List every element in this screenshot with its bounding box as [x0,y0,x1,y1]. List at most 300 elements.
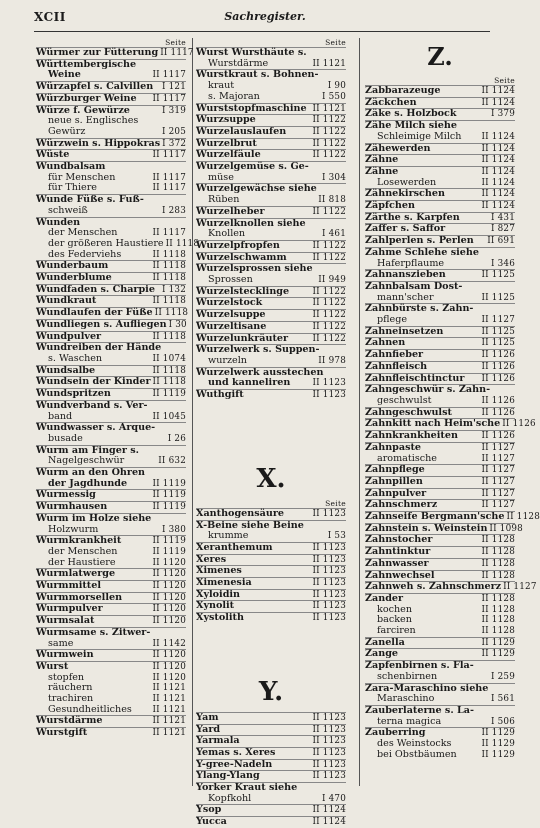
entry-term: same [48,637,74,649]
entry-page [513,248,515,259]
entry-term: Wurzelstock [196,297,263,309]
entry-term: Zauberlaterne s. La- [365,704,474,716]
entry-page: II 1119 [152,490,186,501]
entry-page: II 1142 [152,638,186,649]
entry-page: II 1121 [312,103,346,114]
entry-term: für Menschen [48,171,116,183]
entry-page: II 1117 [152,228,186,239]
entry-term: Yorker Kraut siehe [196,782,298,794]
index-entry [365,396,515,407]
entry-page [344,184,346,195]
entry-term: müse [208,171,234,183]
index-entry [365,717,515,728]
index-entry [36,161,186,173]
entry-page: II 1126 [481,431,515,442]
entry-term: Xystolith [196,612,244,624]
entry-term: mann'scher [377,291,434,303]
entry-page: II 1122 [312,240,346,251]
index-entry [36,501,186,513]
entry-page: II 1123 [312,378,346,389]
entry-page: II 1117 [152,93,186,104]
entry-term: der Menschen [48,227,118,239]
entry-page: II 1123 [312,724,346,735]
entry-term: Wundwasser s. Arque- [36,422,156,434]
entry-term: der größeren Haustiere [48,237,164,249]
entry-page: II 1119 [152,546,186,557]
entry-term: Xeres [196,553,227,565]
entry-page: II 1128 [481,547,515,558]
index-entry [365,570,515,582]
index-entry [365,581,537,593]
entry-term: Zahngeschwür s. Zahn- [365,384,491,396]
entry-page: II 1127 [481,465,515,476]
entry-term: Zahnwechsel [365,569,435,581]
entry-page: I 827 [490,224,515,235]
entry-page: II 1045 [152,411,186,422]
entry-term: Schleimige Milch [377,130,462,142]
entry-term: Zahngeschwulst [365,406,452,418]
index-entry [36,513,186,525]
entry-page: II 1119 [152,478,186,489]
entry-term: Wuthgift [196,389,244,401]
index-entry [365,200,515,212]
index-entry [365,442,515,454]
entry-term: Zahme Schlehe siehe [365,246,479,258]
entry-term: Kopfkohl [208,792,252,804]
entry-page: II 1118 [152,249,186,260]
index-entry [365,750,515,761]
seite-label: Seite [165,38,186,47]
entry-term: aromatische [377,452,437,464]
entry-term: busade [48,432,83,444]
index-entry [196,747,346,759]
entry-page: II 1120 [152,616,186,627]
entry-term: Wurzsuppe [196,114,256,126]
index-entry [365,132,515,143]
index-entry [365,672,515,683]
entry-page: II 1127 [481,315,515,326]
entry-page: I 90 [327,81,346,92]
index-entry [196,804,346,816]
entry-term: wurzeln [208,354,247,366]
entry-page: II 1119 [152,502,186,513]
entry-page: II 1128 [481,535,515,546]
index-entry [365,188,515,200]
entry-page: I 283 [161,205,186,216]
entry-page: II 1098 [489,523,523,534]
index-entry [36,388,186,400]
index-entry [365,430,515,442]
entry-term: Wurstkraut s. Bohnen- [196,69,319,81]
entry-page: II 1128 [481,558,515,569]
index-entry [365,499,515,511]
entry-page: I 506 [490,716,515,727]
index-entry [196,206,346,218]
entry-term: Zaffer s. Saffor [365,223,446,235]
entry-page: II 1129 [481,739,515,750]
entry-page: II 1122 [312,126,346,137]
entry-page: II 1128 [481,570,515,581]
index-entry [196,770,346,782]
entry-page: II 949 [318,275,346,286]
entry-term: Yarmala [196,735,240,747]
entry-page: II 1124 [481,201,515,212]
entry-page: II 1118 [154,308,189,319]
index-entry [196,195,346,206]
index-entry [365,337,515,349]
entry-page [513,661,515,672]
index-entry [365,694,515,705]
entry-page [184,343,186,354]
entry-term: Würmer zur Fütterung [36,47,159,58]
index-entry [365,488,515,500]
entry-term: Würzburger Weine [36,92,137,104]
index-column-2 [196,38,346,828]
index-entry [365,454,515,465]
index-entry [36,183,186,194]
entry-term: Würzwein s. Hippokras [36,137,161,149]
entry-page: II 1119 [152,389,186,400]
entry-term: Zahneinsetzen [365,325,444,337]
entry-page [513,684,515,695]
entry-term: Wundverband s. Ver- [36,399,148,411]
entry-page: II 1124 [481,86,515,96]
index-entry [365,373,515,385]
index-entry [36,149,186,161]
entry-page: II 1120 [152,672,186,683]
entry-page: II 1117 [152,70,186,81]
index-entry [365,349,515,361]
entry-term: neue s. Englisches [48,115,139,127]
entry-term: Wundliegen s. Aufliegen [36,318,167,330]
index-entry [196,297,346,309]
entry-page: II 1128 [506,512,540,523]
index-entry [365,85,515,97]
entry-page: II 1125 [481,338,515,349]
index-entry [365,235,515,247]
entry-page: II 1123 [312,712,346,723]
entry-term: Wunde Füße s. Fuß- [36,194,144,206]
index-entry [196,600,346,612]
seite-label: Seite [325,38,346,47]
entry-term: Yam [196,711,219,723]
entry-term: Würze f. Gewürze [36,104,130,116]
entry-page: II 1124 [481,97,515,108]
entry-page: II 1117 [152,183,186,194]
entry-term: Maraschino [377,693,435,705]
entry-term: Xynolit [196,600,235,612]
entry-term: band [48,410,73,422]
index-entry [36,467,186,479]
page-number: XCII [34,10,66,24]
index-entry [36,250,186,261]
index-entry [36,715,186,727]
entry-page: I 26 [167,433,186,444]
entry-term: Württembergische [36,58,137,70]
index-entry [365,281,515,293]
entry-page: II 1125 [481,326,515,337]
entry-page [184,218,186,229]
index-entry [365,166,515,178]
index-entry [365,534,515,546]
entry-page: I 431 [490,212,515,223]
entry-page: II 818 [318,195,346,206]
entry-page: II 1128 [481,593,515,604]
index-entry [196,735,346,747]
entry-term: Wunderblume [36,272,112,284]
entry-term: Zara-Maraschino siehe [365,682,489,694]
entry-term: Wurzelschwamm [196,251,287,263]
index-entry [36,568,186,580]
index-entry [196,724,346,736]
index-entry [365,705,515,717]
entry-term: Zahnstein s. Weinstein [365,522,488,534]
entry-page [184,116,186,127]
entry-page: II 1123 [312,508,346,519]
index-entry [36,639,186,650]
entry-term: Wurzelbrut [196,137,257,149]
entry-page [184,423,186,434]
index-entry [365,326,515,338]
entry-page: II 1118 [152,331,186,342]
index-entry [365,418,536,430]
entry-term: Zahnkitt nach Heim'sche [365,418,501,430]
entry-term: räuchern [48,682,93,694]
index-entry [365,154,515,166]
index-entry [36,127,186,138]
index-entry [365,143,515,155]
entry-term: Nagelgeschwür [48,455,125,467]
entry-term: Zahnseife Bergmann'sche [365,511,505,523]
index-entry [196,759,346,771]
entry-page: II 1128 [481,604,515,615]
index-entry [365,637,515,649]
entry-page: II 1124 [481,189,515,200]
entry-term: X-Beine siehe Beine [196,519,304,531]
entry-page: II 1122 [312,298,346,309]
entry-term: für Thiere [48,182,97,194]
index-entry [196,589,346,601]
entry-page: II 1121 [152,728,186,739]
section-letter: X. [256,463,286,494]
index-entry [36,580,186,592]
entry-page: II 1129 [481,649,515,660]
entry-term: Wurmmorsellen [36,591,123,603]
entry-page: II 1126 [481,373,515,384]
entry-term: Wurmmittel [36,580,101,592]
entry-term: Zäke s. Holzbock [365,108,457,120]
entry-term: Wurmhausen [36,501,108,513]
entry-page: I 259 [490,671,515,682]
entry-page [184,401,186,412]
entry-term: Wurzeltisane [196,320,267,332]
entry-page: II 1121 [152,683,186,694]
index-entry [36,412,186,423]
index-entry [36,47,194,59]
entry-term: geschwulst [377,394,432,406]
entry-term: krumme [208,530,249,542]
index-entry [196,161,346,173]
entry-term: Zander [365,592,404,604]
entry-term: Yucca [196,816,227,828]
index-entry [365,178,515,189]
entry-page: II 1123 [312,554,346,565]
entry-term: Zahnweh s. Zahnschmerz [365,581,502,593]
index-entry [36,319,186,331]
entry-term: Wundlaufen der Füße [36,307,153,319]
entry-term: Wurm am Finger s. [36,444,139,456]
entry-page: II 1121 [152,694,186,705]
entry-page: I 304 [321,172,346,183]
index-entry [196,126,346,138]
entry-page: II 1123 [312,589,346,600]
index-column-1 [36,38,200,739]
index-entry [36,260,186,272]
entry-page: II 1125 [481,292,515,303]
index-entry [196,59,346,70]
entry-page: II 1123 [312,566,346,577]
entry-term: Wurzelpfropfen [196,239,280,251]
entry-page: II 1120 [152,650,186,661]
entry-page: II 1074 [152,353,186,364]
index-entry [365,361,515,373]
entry-page [344,368,346,379]
index-entry [36,307,189,319]
entry-page [184,162,186,173]
entry-term: Wundfaden s. Charpie [36,283,155,295]
index-entry [36,284,186,296]
index-entry [36,479,186,490]
entry-page: I 550 [321,91,346,102]
entry-term: pflege [377,314,408,326]
entry-term: Zähe Milch siehe [365,120,457,132]
entry-term: backen [377,614,412,626]
entry-term: Xeranthemum [196,541,273,553]
entry-term: Zahnen [365,337,406,349]
index-entry [365,212,515,224]
index-entry [365,546,515,558]
index-entry [196,794,346,805]
entry-page [344,521,346,532]
index-entry [196,92,346,103]
index-entry [196,782,346,794]
entry-page: II 1126 [502,419,536,430]
entry-term: Zahnanszieben [365,269,446,281]
entry-page: II 1124 [481,143,515,154]
entry-term: Zahnfleisch [365,360,428,372]
index-entry [36,525,186,536]
entry-page: II 1122 [312,115,346,126]
entry-page [184,468,186,479]
index-entry [365,223,515,235]
entry-term: Wurmwein [36,649,94,661]
entry-page [184,60,186,71]
entry-term: Zäckchen [365,96,417,108]
index-entry [36,295,186,307]
entry-page: II 1124 [312,805,346,816]
entry-term: Zähne [365,154,399,166]
index-entry [196,612,346,624]
entry-page: I 319 [161,105,186,116]
entry-page: II 1127 [503,582,537,593]
entry-term: Ysop [196,804,222,816]
index-entry [196,577,346,589]
entry-page: II 1127 [481,453,515,464]
entry-term: schweiß [48,204,88,216]
entry-page: II 1124 [481,155,515,166]
entry-page: II 1119 [152,536,186,547]
entry-term: Wurmsame s. Zitwer- [36,626,151,638]
entry-page: II 1122 [312,321,346,332]
entry-term: der Jagdhunde [48,477,128,489]
index-entry [36,615,186,627]
entry-term: bei Obstbäumen [377,748,457,760]
index-entry [365,407,515,419]
entry-term: Zahnfleischtinctur [365,372,465,384]
index-entry [36,558,186,569]
entry-term: Gesundheitliches [48,703,132,715]
entry-term: Wurzelfäule [196,149,261,161]
entry-page: I 470 [321,793,346,804]
entry-term: Wurm an den Ohren [36,467,146,479]
page-title: Sachregister. [224,10,306,23]
entry-page: II 1127 [481,488,515,499]
entry-term: farciren [377,625,416,637]
entry-page: II 1129 [481,637,515,648]
entry-page: II 1118 [152,273,186,284]
entry-term: Ximenesia [196,577,252,589]
entry-term: der Menschen [48,545,118,557]
entry-term: terna magica [377,715,442,727]
entry-page: II 1118 [152,365,186,376]
entry-term: Sprossen [208,274,253,286]
entry-page: II 1129 [481,728,515,739]
index-entry [196,275,346,286]
index-entry [365,108,515,120]
entry-term: Zahnstocher [365,534,433,546]
entry-term: Wurzelauslaufen [196,125,287,137]
entry-page [344,345,346,356]
index-entry [365,522,523,535]
index-entry [196,321,346,333]
entry-page [513,121,515,132]
entry-term: Wurmkrankheit [36,535,122,547]
index-entry [36,661,186,673]
index-entry [196,333,346,345]
index-entry [196,389,346,401]
entry-term: Wurmessig [36,489,96,501]
entry-term: Zähnekirschen [365,188,445,200]
entry-term: Zange [365,648,399,660]
index-entry [36,354,186,365]
entry-term: des Weinstocks [377,738,452,750]
entry-page: II 1120 [152,569,186,580]
entry-term: Wundspritzen [36,388,111,400]
entry-term: Zauberring [365,727,426,739]
entry-page: II 1118 [152,296,186,307]
index-entry [365,464,515,476]
entry-page: II 1121 [152,716,186,727]
entry-page: II 1120 [152,581,186,592]
entry-page [344,219,346,230]
entry-term: Knollen [208,228,246,240]
index-entry [196,173,346,184]
index-entry [365,593,515,605]
entry-term: Yemas s. Xeres [196,746,276,758]
entry-term: Zahlperlen s. Perlen [365,235,474,247]
index-entry [36,627,186,639]
entry-page: II 1124 [312,817,346,828]
